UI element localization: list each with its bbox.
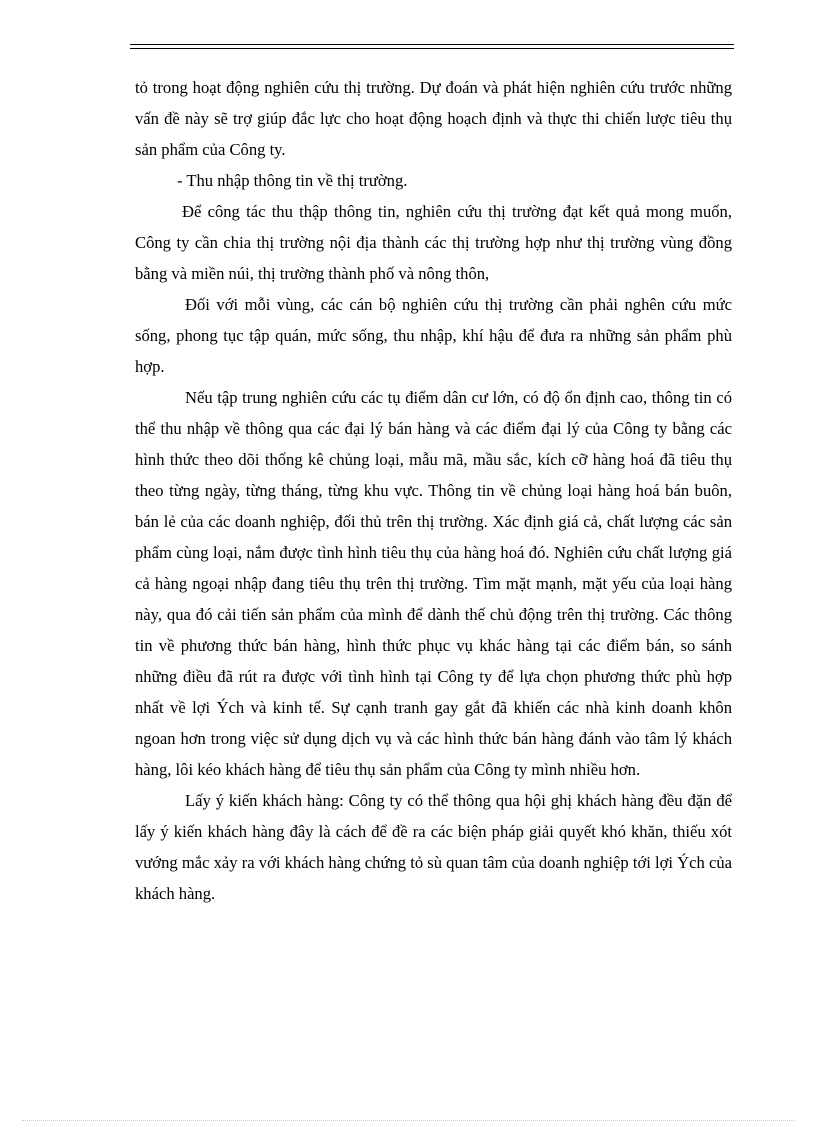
paragraph-information-collection: Nếu tập trung nghiên cứu các tụ điểm dân cư lớn, có độ ổn định cao, thông tin có thể thu nhập về thông qua các đại lý bán hàng và các điểm đại lý của Công ty bằng các hình thức theo dõi thống kê chủng loại, mẫu mã, mầu sắc, kích cỡ hàng hoá đã tiêu thụ theo từng ngày, từng tháng, từng khu vực. Thông tin về chủng loại hàng hoá bán buôn, bán lẻ của các doanh nghiệp, đối thủ trên thị trường. Xác định giá cả, chất lượng các sản phẩm cùng loại, nắm được tình hình tiêu thụ của hàng hoá đó. Nghiên cứu chất lượng giá cả hàng ngoại nhập đang tiêu thụ trên thị trường. Tìm mặt mạnh, mặt yếu của loại hàng này, qua đó cải tiến sản phẩm của mình để dành thế chủ động trên thị trường. Các thông tin về phương thức bán hàng, hình thức phục vụ khác hàng tại các điểm bán, so sánh những điều đã rút ra được với tình hình tại Công ty để lựa chọn phương thức phù hợp nhất về lợi Ých và kinh tế. Sự cạnh tranh gay gắt đã khiến các nhà kinh doanh khôn ngoan hơn trong việc sử dụng dịch vụ và các hình thức bán hàng đánh vào tâm lý khách hàng, lôi kéo khách hàng để tiêu thụ sản phẩm của Công ty mình nhiều hơn. <box>135 388 732 779</box>
paragraph-continuation: tỏ trong hoạt động nghiên cứu thị trường. Dự đoán và phát hiện nghiên cứu trước những vấn đề này sẽ trợ giúp đắc lực cho hoạt động hoạch định và thực thi chiến lược tiêu thụ sản phẩm của Công ty. <box>135 78 732 159</box>
paragraph-subheading: - Thu nhập thông tin về thị trường. <box>177 171 408 190</box>
header-rule-bottom <box>130 48 734 49</box>
paragraph-regional-research: Đối với mỗi vùng, các cán bộ nghiên cứu thị trường cần phải nghên cứu mức sống, phong tục tập quán, mức sống, thu nhập, khí hậu để đưa ra những sản phẩm phù hợp. <box>135 295 732 376</box>
document-body <box>135 72 732 909</box>
header-rule-top <box>130 44 734 45</box>
page-bottom-divider <box>22 1120 794 1121</box>
paragraph-customer-feedback: Lấy ý kiến khách hàng: Công ty có thể thông qua hội ghị khách hàng đều đặn để lấy ý kiến khách hàng đây là cách để đề ra các biện pháp giải quyết khó khăn, thiếu xót vướng mắc xảy ra với khách hàng chứng tỏ sù quan tâm của doanh nghiệp tới lợi Ých của khách hàng. <box>135 791 732 903</box>
paragraph-market-segmentation: Để công tác thu thập thông tin, nghiên cứu thị trường đạt kết quả mong muốn, Công ty cần chia thị trường nội địa thành các thị trường hợp như thị trường vùng đồng bằng và miền núi, thị trường thành phố và nông thôn, <box>135 202 732 283</box>
